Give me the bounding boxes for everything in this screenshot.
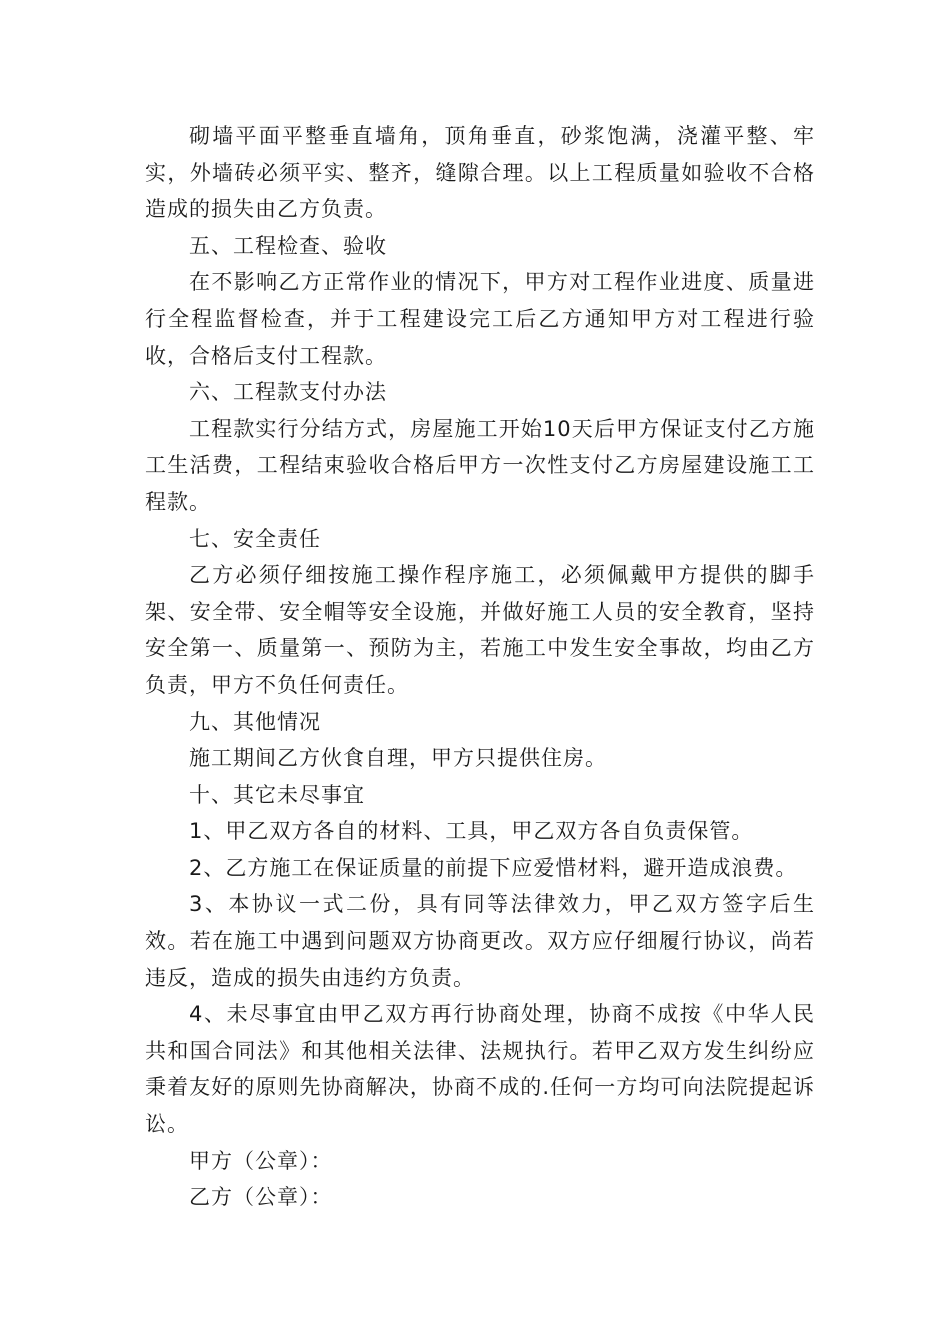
signature-party-b: 乙方（公章）：: [189, 1185, 333, 1210]
clause-1: 1、甲乙双方各自的材料、工具，甲乙双方各自负责保管。: [189, 819, 754, 844]
paragraph-other-situations: 施工期间乙方伙食自理，甲方只提供住房。: [189, 746, 607, 771]
heading-safety-responsibility: 七、安全责任: [189, 526, 321, 551]
heading-payment-method: 六、工程款支付办法: [189, 380, 387, 405]
paragraph-payment-method: 工程款实行分结方式，房屋施工开始10天后甲方保证支付乙方施工生活费，工程结束验收合格后甲方一次性支付乙方房屋建设施工工程款。: [145, 416, 815, 514]
paragraph-safety-responsibility: 乙方必须仔细按施工操作程序施工，必须佩戴甲方提供的脚手架、安全带、安全帽等安全设施，并做好施工人员的安全教育，坚持安全第一、质量第一、预防为主，若施工中发生安全事故，均由乙方负责，甲方不负任何责任。: [145, 563, 815, 697]
signature-party-a: 甲方（公章）：: [189, 1148, 333, 1173]
paragraph-quality-requirements: 砌墙平面平整垂直墙角，顶角垂直，砂浆饱满，浇灌平整、牢实，外墙砖必须平实、整齐，缝隙合理。以上工程质量如验收不合格造成的损失由乙方负责。: [145, 124, 815, 222]
heading-other-situations: 九、其他情况: [189, 709, 321, 734]
heading-other-matters: 十、其它未尽事宜: [189, 782, 365, 807]
document-page: [145, 118, 815, 1216]
heading-inspection-acceptance: 五、工程检查、验收: [189, 233, 387, 258]
paragraph-inspection-acceptance: 在不影响乙方正常作业的情况下，甲方对工程作业进度、质量进行全程监督检查，并于工程建设完工后乙方通知甲方对工程进行验收，合格后支付工程款。: [145, 270, 815, 368]
clause-2: 2、乙方施工在保证质量的前提下应爱惜材料，避开造成浪费。: [189, 855, 798, 880]
clause-3: 3、本协议一式二份，具有同等法律效力，甲乙双方签字后生效。若在施工中遇到问题双方协商更改。双方应仔细履行协议，尚若违反，造成的损失由违约方负责。: [145, 892, 815, 990]
clause-4: 4、未尽事宜由甲乙双方再行协商处理，协商不成按《中华人民共和国合同法》和其他相关法律、法规执行。若甲乙双方发生纠纷应秉着友好的原则先协商解决，协商不成的.任何一方均可向法院提起诉讼。: [145, 1002, 815, 1137]
